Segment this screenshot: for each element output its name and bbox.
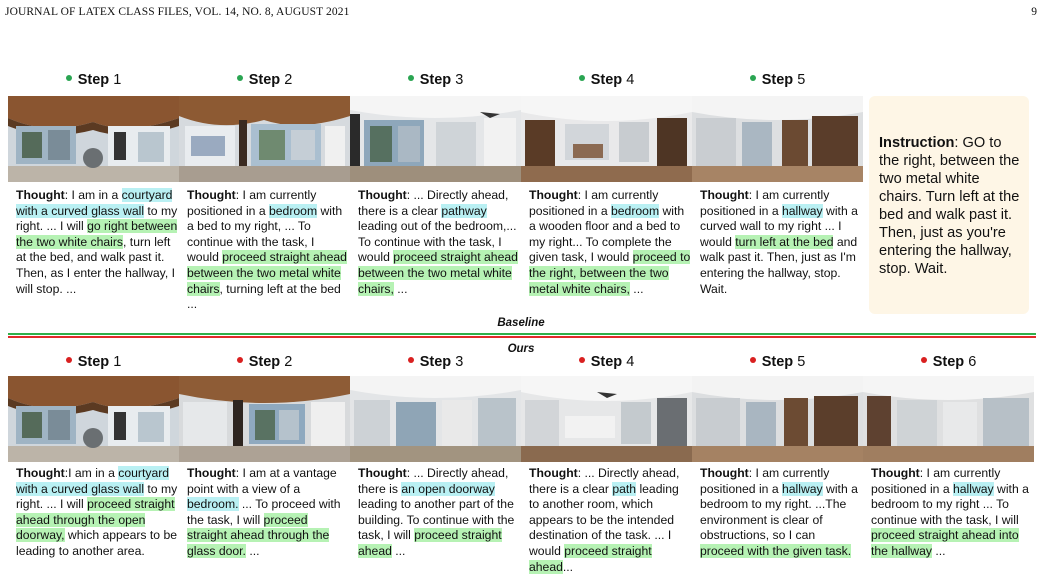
instruction-box xyxy=(869,96,1029,314)
thought-text: : I am currently positioned in a xyxy=(187,188,317,218)
scene-highlight: bedroom. xyxy=(187,497,239,512)
thought-label: Thought xyxy=(187,188,236,202)
ours-step-4-heading: Step 4 xyxy=(521,354,692,370)
baseline-step-5-panorama xyxy=(692,96,863,182)
thought-text: : ... Directly ahead, there is a clear xyxy=(529,466,680,496)
scene-highlight: path xyxy=(612,481,637,496)
red-dot-icon xyxy=(408,357,414,363)
thought-text: leading to another room, which appears to be the intended destination of the task. ... I would xyxy=(529,481,679,558)
thought-text: : I am currently positioned in a xyxy=(700,188,830,218)
baseline-step-3-thought xyxy=(358,188,520,297)
page-header xyxy=(5,6,1037,20)
baseline-step-1-panorama xyxy=(8,96,179,182)
ours-step-2-heading: Step 2 xyxy=(179,354,350,370)
instruction-label: Instruction xyxy=(879,135,955,151)
scene-highlight: hallway xyxy=(782,481,823,496)
thought-text: , turn left at the bed, and walk past it. Then, as I enter the hallway, I will stop. ... xyxy=(16,234,175,296)
ours-step-6-heading: Step 6 xyxy=(863,354,1034,370)
ours-step-1-panorama xyxy=(8,376,179,462)
baseline-label: Baseline xyxy=(497,317,545,329)
thought-label: Thought xyxy=(187,466,236,480)
action-highlight: proceed straight ahead through the glass door. xyxy=(187,512,330,558)
thought-text: : I am currently positioned in a xyxy=(871,466,1001,496)
thought-label: Thought xyxy=(16,466,65,480)
baseline-step-2-panorama xyxy=(179,96,350,182)
action-highlight: proceed straight ahead between the two metal white chairs xyxy=(187,250,347,296)
thought-text: ... xyxy=(629,281,644,296)
green-dot-icon xyxy=(408,75,414,81)
scene-highlight: bedroom xyxy=(611,203,660,218)
thought-text: ... xyxy=(245,543,260,558)
thought-text: : I am in a xyxy=(64,188,122,202)
baseline-step-1-thought xyxy=(16,188,178,297)
ours-label: Ours xyxy=(507,343,535,355)
thought-label: Thought xyxy=(358,466,407,480)
thought-label: Thought xyxy=(358,188,407,202)
thought-text: with a bed to my right, ... To continue with the task, I would xyxy=(187,203,343,265)
thought-text: leading to another part of the building. To continue with the task, I will xyxy=(358,497,515,543)
scene-highlight: hallway xyxy=(782,203,823,218)
baseline-step-4-panorama xyxy=(521,96,692,182)
thought-text: :I am in a xyxy=(64,466,119,480)
thought-text: ... xyxy=(562,559,574,574)
scene-highlight: courtyard with a curved glass wall xyxy=(16,188,173,218)
green-dot-icon xyxy=(579,75,585,81)
thought-text: and walk past it. Then, just as I'm entering the hallway, stop. Wait. xyxy=(700,234,858,296)
red-dot-icon xyxy=(237,357,243,363)
action-highlight: proceed with the given task. xyxy=(700,543,852,558)
thought-label: Thought xyxy=(871,466,920,480)
thought-text: ... xyxy=(391,543,406,558)
red-dot-icon xyxy=(66,357,72,363)
scene-highlight: courtyard with a curved glass wall xyxy=(16,466,170,496)
thought-text: to my right. ... I will xyxy=(16,203,178,234)
action-highlight: turn left at the bed xyxy=(735,234,834,249)
baseline-step-5-thought xyxy=(700,188,862,297)
journal-title: JOURNAL OF LATEX CLASS FILES, VOL. 14, NO. 8, AUGUST 2021 xyxy=(5,6,350,18)
instruction-text: : GO to the right, between the two metal white chairs. Turn left at the bed and walk past it. Then, just as you're entering the hallway, stop. Wait. xyxy=(879,135,1020,277)
thought-text: , turning left at the bed ... xyxy=(187,281,341,312)
scene-highlight: pathway xyxy=(441,203,487,218)
scene-highlight: an open doorway xyxy=(401,481,495,496)
ours-step-2-thought xyxy=(187,466,349,560)
scene-highlight: hallway xyxy=(953,481,994,496)
thought-label: Thought xyxy=(529,466,578,480)
ours-step-1-thought xyxy=(16,466,178,560)
ours-step-4-panorama xyxy=(521,376,692,462)
thought-text: ... xyxy=(393,281,408,296)
thought-label: Thought xyxy=(529,188,578,202)
ours-step-3-panorama xyxy=(350,376,521,462)
action-highlight: proceed straight ahead xyxy=(358,528,502,558)
ours-step-3-thought xyxy=(358,466,520,560)
baseline-step-4-thought xyxy=(529,188,691,297)
ours-step-3-heading: Step 3 xyxy=(350,354,521,370)
ours-step-5-thought xyxy=(700,466,862,560)
baseline-step-3-panorama xyxy=(350,96,521,182)
thought-text: with a bedroom to my right ... To continue with the task, I will xyxy=(871,481,1029,527)
action-highlight: proceed to the right, between the two metal white chairs, xyxy=(529,250,691,296)
action-highlight: proceed straight ahead between the two metal white chairs, xyxy=(358,250,518,296)
ours-step-5-panorama xyxy=(692,376,863,462)
thought-text: : I am currently positioned in a xyxy=(700,466,830,496)
thought-text: with a curved wall to my right ... I would xyxy=(700,203,858,249)
red-dot-icon xyxy=(750,357,756,363)
baseline-step-3-heading: Step 3 xyxy=(350,72,521,88)
page-number: 9 xyxy=(1031,6,1037,18)
ours-step-2-panorama xyxy=(179,376,350,462)
thought-text: : I am at a vantage point with a view of a xyxy=(187,466,337,496)
green-dot-icon xyxy=(66,75,72,81)
red-divider xyxy=(8,336,1036,338)
action-highlight: proceed straight ahead through the open doorway, xyxy=(16,497,175,543)
thought-label: Thought xyxy=(700,188,749,202)
action-highlight: go right between the two white chairs xyxy=(16,219,178,249)
green-divider xyxy=(8,333,1036,335)
thought-text: : ... Directly ahead, there is xyxy=(358,466,509,496)
ours-step-1-heading: Step 1 xyxy=(8,354,179,370)
thought-text: : I am currently positioned in a xyxy=(529,188,659,218)
thought-text: ... xyxy=(931,543,946,558)
baseline-step-2-thought xyxy=(187,188,349,313)
thought-text: leading out of the bedroom,... To continue with the task, I would xyxy=(358,219,517,265)
ours-step-6-thought xyxy=(871,466,1033,560)
scene-highlight: bedroom xyxy=(269,203,318,218)
green-dot-icon xyxy=(237,75,243,81)
thought-text: to my right. ... I will xyxy=(16,481,178,512)
ours-step-5-heading: Step 5 xyxy=(692,354,863,370)
red-dot-icon xyxy=(921,357,927,363)
thought-label: Thought xyxy=(700,466,749,480)
thought-text: which appears to be leading to another area. xyxy=(16,528,178,558)
red-dot-icon xyxy=(579,357,585,363)
ours-step-6-panorama xyxy=(863,376,1034,462)
thought-text: : ... Directly ahead, there is a clear xyxy=(358,188,509,218)
thought-label: Thought xyxy=(16,188,65,202)
thought-text: ... To proceed with the task, I will xyxy=(187,497,341,527)
green-dot-icon xyxy=(750,75,756,81)
action-highlight: proceed straight ahead xyxy=(529,543,652,574)
thought-text: with a bedroom to my right. ...The environment is clear of obstructions, so I can xyxy=(700,481,858,543)
baseline-step-2-heading: Step 2 xyxy=(179,72,350,88)
baseline-step-5-heading: Step 5 xyxy=(692,72,863,88)
baseline-step-4-heading: Step 4 xyxy=(521,72,692,88)
action-highlight: proceed straight ahead into the hallway xyxy=(871,528,1019,558)
ours-step-4-thought xyxy=(529,466,691,575)
thought-text: with a wooden floor and a bed to my right... To complete the given task, I would xyxy=(529,203,685,265)
baseline-step-1-heading: Step 1 xyxy=(8,72,179,88)
